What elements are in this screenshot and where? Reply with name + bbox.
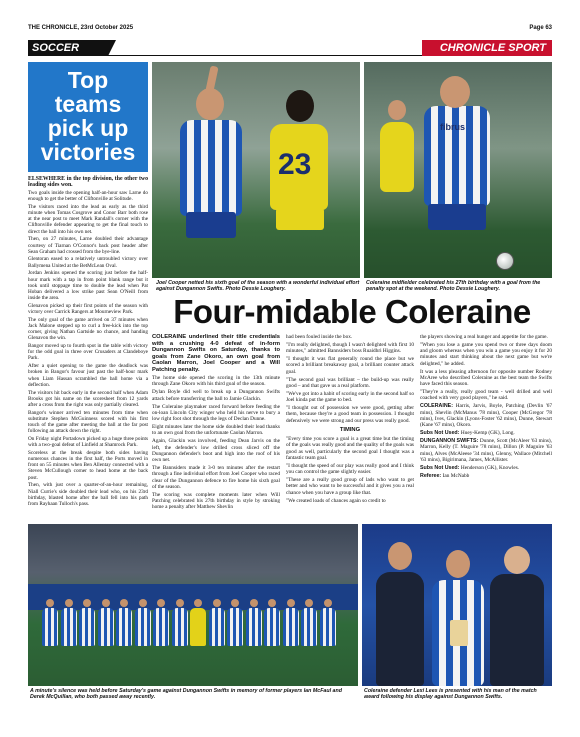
article-paragraph: "I thought out of possession we were good, getting after them, because they're a good team in possession. I thought defensively we were strong and our press was really good.: [286, 404, 414, 424]
paper-date: THE CHRONICLE, 23rd October 2025: [28, 25, 134, 31]
article-paragraph: The Coleraine playmaker raced forward before feeding the on-loan Lincoln City winger who held his nerve to bury a low right foot shot through the legs of Declan Dunne.: [152, 403, 280, 423]
page-number: Page 63: [529, 25, 552, 31]
sidebar-paragraph: Bangor's winner arrived ten minutes from time when substitute Stephen McGuinness scored with his first touch of the game after meeting the ball at the far post following an attack down the right.: [28, 409, 148, 435]
lineup-entry: [420, 465, 552, 471]
article-paragraph: "We've got into a habit of scoring early in the second half so Joel kinda put the game to bed.: [286, 390, 414, 404]
sidebar-paragraph: Jordan Jenkins opened the scoring just before the half-hour mark with a tap in from point blank range but it took until stoppage time to double the lead when Pat Hoban delivered a low strike past Sean O'Neill from inside the area.: [28, 270, 148, 302]
player-figure: [301, 608, 317, 646]
background-player-head: [388, 100, 406, 120]
chronicle-label: CHRONICLE: [439, 42, 509, 54]
blue-player-shorts: [186, 212, 236, 238]
player-figure: [116, 608, 132, 646]
sidebar-paragraph: Scoreless at the break despite both sides having numerous chances in the first half, the Ports moved in front on 55 minutes when Ben Allentay connected with a Steven McCullough corner to head home at the back post.: [28, 449, 148, 481]
sport-label: SPORT: [508, 42, 546, 54]
blue-player-head: [196, 88, 224, 120]
photo-minute-silence: [28, 524, 358, 686]
article-paragraph: "I thought it was flat generally round the place but we scored a brilliant breakaway goal, a brilliant counter attack goal.: [286, 356, 414, 375]
sponsor-logo: fibrus: [440, 122, 466, 132]
article-paragraph: The Bannsiders made it 3-0 ten minutes after the restart through a fine individual effort from Joel Cooper who raced clear of the Dungannon defence to fire home his sixth goal of the season.: [152, 464, 280, 490]
photo-man-of-match: [362, 524, 552, 686]
sidebar-paragraph: Two goals inside the opening half-an-hour saw Larne do enough to get the better of Cliftonville at Solitude.: [28, 189, 148, 203]
sidebar-paragraph: Bangor moved up to fourth spot in the table with victory for the odd goal in three over Crusaders at Clandeboye Park.: [28, 343, 148, 362]
article-paragraph: the players showing a real hunger and appetite for the game.: [420, 334, 548, 340]
award-winner-head: [446, 550, 470, 578]
yellow-player-shorts: [276, 208, 324, 230]
sidebar-paragraph: Glentoran eased to a relatively untroubled victory over Ballymena United at the BetMcLean Oval.: [28, 256, 148, 269]
lineup-label: Referee:: [420, 472, 443, 479]
photo-joel-cooper: [152, 62, 360, 278]
sidebar-lede: ELSEWHERE in the top division, the other two leading sides won.: [28, 176, 148, 189]
player-figure: [172, 608, 188, 646]
lined-up-players: [42, 588, 342, 646]
article-column-2-top: [286, 334, 414, 424]
yellow-player-head: [286, 90, 314, 122]
lineup-label: Subs Not Used:: [420, 430, 461, 437]
lineup-text: Henderson (GK), Knowles.: [460, 464, 520, 471]
sidebar-body: [28, 172, 148, 507]
article-column-3: [420, 334, 552, 520]
lineup-text: Ian McNabb: [442, 472, 470, 479]
player-figure: [153, 608, 169, 646]
article-paragraph: had been fouled inside the box.: [286, 334, 353, 340]
award-trophy: [450, 620, 468, 646]
article-paragraph: "We created loads of chances again so credit to: [286, 497, 386, 504]
sidebar-headline: Top teams pick up victories: [28, 62, 148, 172]
photo-caption-cooper: Joel Cooper netted his sixth goal of the season with a wonderful individual effort against Dungannon Swifts. Photo Dessie Loughery.: [156, 280, 360, 293]
sidebar-paragraph: Glenavon picked up their first points of the season with victory over Carrick Rangers at Mourneview Park.: [28, 302, 148, 316]
lineup-text: Dunne, Scott (McAleer '63 mins), Marron, Kelly (T. Maguire '78 mins), Dillon (P. Maguire '63 mins), Alves (McAleese '34 mins), Glenny, Wallace (Mitchell '63 mins), Bigirimana, James, McAllister.: [420, 438, 552, 463]
article-paragraph: "Every time you score a goal is a great time but the timing of the goals was really good and the quality of the goals was good as well, particularly the second goal I thought was a fantastic team goal.: [286, 436, 414, 462]
article-paragraph: Eight minutes later the home side doubled their lead thanks to an own goal from the unfortunate Caolan Marron.: [152, 424, 280, 437]
article-paragraph: "They're a really, really good team - well drilled and well coached with very good players," he said.: [420, 389, 552, 402]
section-divider: [108, 55, 422, 56]
article-paragraph: "I thought the speed of our play was really good and I think you can control the game slightly easier.: [286, 462, 414, 476]
article-subhead: TIMING: [339, 426, 361, 433]
article-paragraph: Again, Glackin was involved, feeding Dean Jarvis on the left, the defender's low drilled cross sliced off the Dungannon defender's boot and high into the roof of his own net.: [152, 438, 280, 464]
lineup-label: Subs Not Used:: [420, 464, 461, 471]
lineup-label: DUNGANNON SWIFTS:: [420, 438, 480, 445]
lineup-text: Harris, Jarvis, Boyle, Patching (Devlin '67 mins), Shevlin (McManus '78 mins), Cooper (McGregor '78 mins), Ives, Glackin (Lyons-Foster '62 mins), Dunne, Stewart (Kane '67 mins), Okoro.: [420, 403, 552, 429]
sidebar-story: [28, 62, 148, 520]
photo-patching-celebrates: [364, 62, 552, 278]
article-paragraph: The home side opened the scoring in the 13th minute through Zane Okoro with his third goal of the season.: [152, 375, 280, 388]
sidebar-paragraph: Then, on 27 minutes, Larne doubled their advantage courtesy of Tiarnan O'Connor's back post header after Sean Graham had crossed from the bye-line.: [28, 236, 148, 255]
article-paragraph: Dylan Boyle did well to break up a Dungannon Swifts attack before transferring the ball to Jamie Glackin.: [152, 389, 280, 402]
article-paragraph: "The second goal was brilliant – the build-up was really good – and that gave us a real platform.: [286, 376, 414, 389]
photo-caption-award: Coleraine defender Lexi Lees is presented with his man of the match award following his display against Dungannon Swifts.: [364, 688, 537, 701]
photo-caption-patching: Coleraine midfielder celebrated his 27th birthday with a goal from the penalty spot at the weekend. Photo Dessie Loughery.: [366, 280, 541, 293]
presenter-left: [376, 572, 424, 686]
sidebar-paragraph: The visitors hit back early in the second half when Adam Brooks got his name on the scoresheet from 12 yards after a cross from the right was only partially cleared.: [28, 389, 148, 408]
player-figure: [190, 608, 206, 646]
article-paragraph: "I'm really delighted, though I wasn't delighted with first 10 minutes," admitted Bannsiders boss Ruaidhri Higgins.: [286, 341, 414, 355]
blue-player-shirt: [180, 120, 242, 216]
photo-caption-silence: A minute's silence was held before Saturday's game against Dungannon Swifts in memory of former players Ian McFaul and Derek McQuillan, who both passed away recently.: [30, 688, 342, 701]
chronicle-sport-tag: [422, 40, 552, 56]
article-column-2-bottom: [286, 436, 414, 504]
player-figure: [42, 608, 58, 646]
section-bar: [28, 40, 552, 58]
player-figure: [246, 608, 262, 646]
football: [496, 252, 514, 270]
lineup-entry: [420, 473, 552, 479]
player-figure: [320, 608, 336, 646]
player-figure: [135, 608, 151, 646]
sidebar-paragraph: After a quiet opening to the game the deadlock was broken in Bangor's favour just past the half-hour mark when Liam Hassan scrambled the ball home via a deflection.: [28, 363, 148, 388]
player-figure: [283, 608, 299, 646]
player-figure: [79, 608, 95, 646]
article-lede: COLERAINE underlined their title credentials with a crushing 4-0 defeat of in-form Dungannon Swifts on Saturday, thanks to goals from Zane Okoro, an own goal from Caolan Marron, Joel Cooper and a Will Patching penalty.: [152, 334, 280, 373]
shirt-number: 23: [278, 148, 312, 181]
lineup-label: COLERAINE:: [420, 403, 456, 410]
main-headline: Four-midable Coleraine: [173, 293, 531, 330]
article-paragraph: It was a less pleasing afternoon for opposite number Rodney McAree who described Coleraine as the best team the Swifts have faced this season.: [420, 368, 552, 388]
article-paragraph: "These are a really good group of lads who want to get better and who want to be successful and it gives you a real chance when you have a group like that.: [286, 477, 414, 496]
raised-arm: [205, 65, 218, 92]
article-paragraph: "When you lose a game you spend two or three days doom and gloom whereas when you win a game you enjoy it for 20 minutes and start thinking about the next game but we're delighted," he added.: [420, 341, 552, 367]
team-lineups: [420, 403, 552, 479]
celebrating-player-shorts: [428, 204, 486, 230]
lineup-text: Huey-Kemp (GK), Long.: [460, 430, 515, 437]
sidebar-paragraph: On Friday night Portadown picked up a huge three points with a two-goal defeat of Linfield at Shamrock Park.: [28, 435, 148, 449]
presenter-left-head: [388, 542, 412, 570]
soccer-section-tag: SOCCER: [28, 40, 108, 56]
player-figure: [264, 608, 280, 646]
lineup-entry: [420, 430, 552, 436]
sidebar-paragraph: Then, with just over a quarter-of-an-hour remaining, Niall Currie's side doubled their lead who, on his 23rd birthday, blasted home after the ball fell into his path from Rayhaan Tulloch's pass.: [28, 482, 148, 507]
presenter-right-head: [504, 546, 530, 574]
article-paragraph: The scoring was complete moments later when Will Patching celebrated his 27th birthday in style by stroking home a penalty after Matthew Shevlin: [152, 491, 280, 511]
background-player: [380, 122, 414, 192]
player-figure: [98, 608, 114, 646]
article-column-1: [152, 334, 280, 520]
sidebar-paragraph: The visitors raced into the lead as early as the third minute when Tomas Cosgrove and Conor Barr both rose at the near post to meet Mark Randall's corner with the Cliftonville defender appearing to get the final touch to direct the ball into his own net.: [28, 203, 148, 235]
player-figure: [209, 608, 225, 646]
article-column-2: [286, 334, 414, 520]
article-column-3-text: [420, 334, 552, 402]
sidebar-paragraph: The only goal of the game arrived on 37 minutes when Jack Malone stepped up to curl a free-kick into the top corner, giving Nathan Gartside no chance, and handing Glenavon the win.: [28, 316, 148, 342]
celebrating-player-shirt: [424, 106, 490, 206]
lineup-entry: [420, 403, 552, 428]
masthead: [28, 24, 552, 34]
player-figure: [61, 608, 77, 646]
celebrating-player-head: [440, 76, 470, 108]
lineup-entry: [420, 438, 552, 463]
player-figure: [227, 608, 243, 646]
presenter-right: [490, 574, 544, 686]
